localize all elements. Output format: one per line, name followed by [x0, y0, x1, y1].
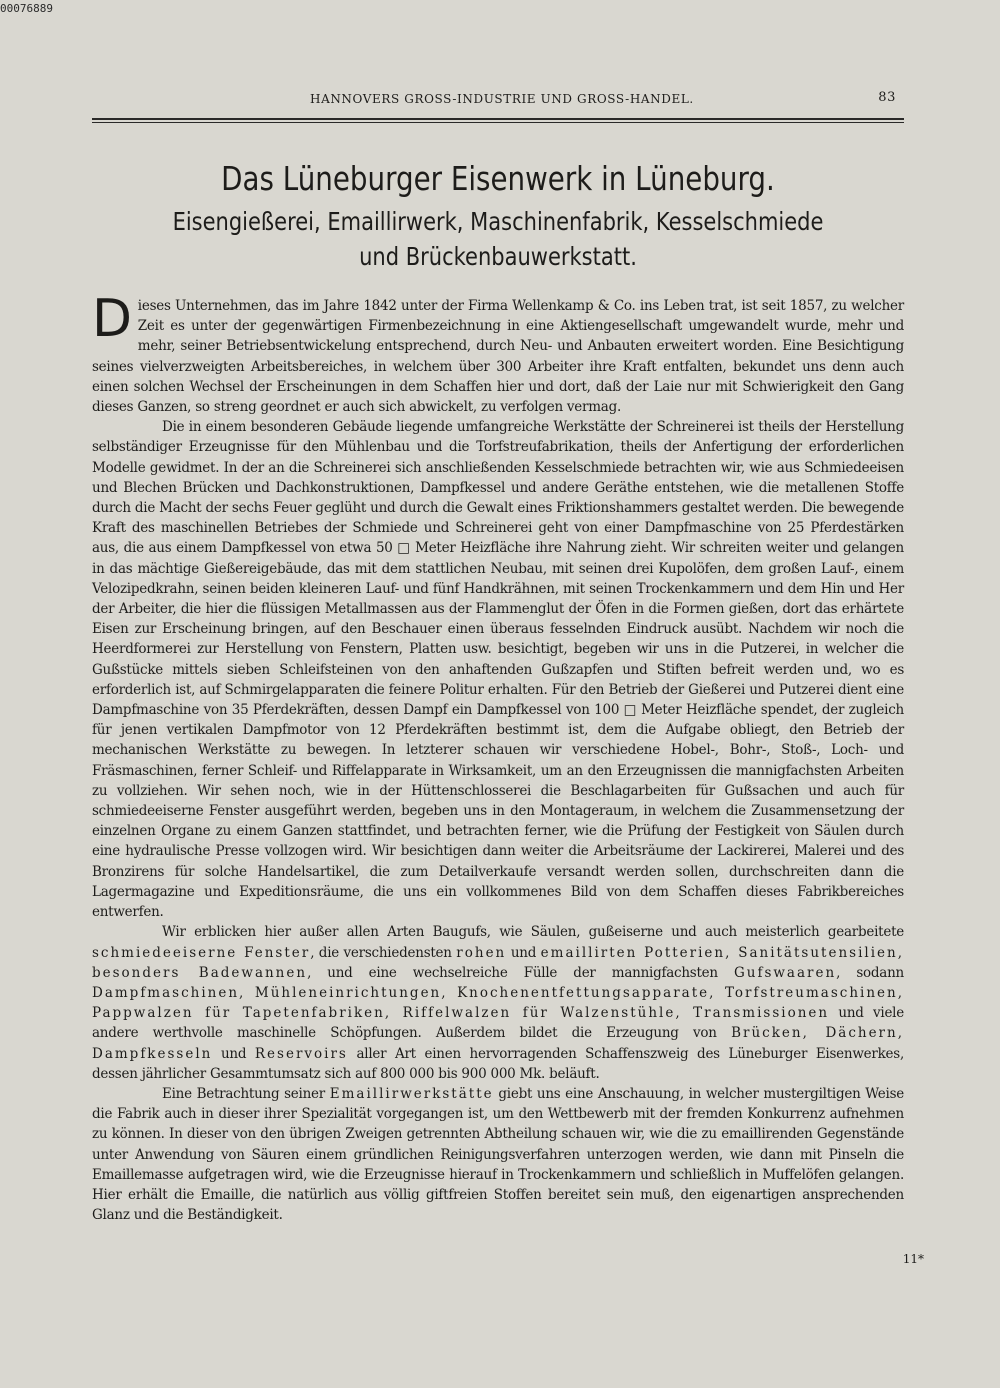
paragraph-1	[92, 289, 904, 417]
p3-spaced-6: Brücken, Dächern, Dampfkesseln	[92, 1025, 904, 1062]
p3-text-e: , sodann	[836, 964, 904, 981]
p3-text-b: , die verschiedensten	[310, 944, 452, 961]
running-title: HANNOVERS GROSS-INDUSTRIE UND GROSS-HANDEL.	[310, 92, 694, 106]
p3-spaced-1: schmiedeeiserne Fenster	[92, 944, 311, 961]
drop-cap: D	[92, 289, 132, 349]
p3-text-h: aller Art einen hervorragenden Schaffenszweig des Lüneburger Eisenwerkes, dessen jährlicher Gesammtumsatz sich auf 800 000 bis 900 000 Mk. beläuft.	[92, 1045, 904, 1082]
p3-text-d: , und eine wechselreiche Fülle der mannigfachsten	[307, 964, 718, 981]
running-head	[92, 84, 904, 108]
article-body	[92, 289, 905, 1225]
article-title: Das Lüneburger Eisenwerk in Lüneburg.	[221, 159, 775, 198]
p3-spaced-2: rohen	[456, 944, 507, 961]
header-rule	[92, 118, 904, 120]
p3-spaced-4: Gufswaaren	[733, 964, 837, 981]
document-page	[92, 84, 904, 1225]
p3-text-c: und	[510, 944, 537, 961]
page-number: 83	[878, 90, 896, 105]
paragraph-3	[92, 922, 904, 1084]
article-subtitle-line2: und Brückenbauwerkstatt.	[359, 242, 637, 271]
paragraph-4	[92, 1084, 904, 1225]
p3-text-a: Wir erblicken hier außer allen Arten Baugufs, wie Säulen, gußeiserne und auch meisterlich gearbeitete	[162, 924, 904, 941]
paragraph-2: Die in einem besonderen Gebäude liegende umfangreiche Werkstätte der Schreinerei ist theils der Herstellung selbständiger Erzeugnisse für den Mühlenbau und die Torfstreufabrikation, theils der Anfertigung der erforderlichen Modelle gewidmet. In der an die Schreinerei sich anschließenden Kesselschmiede betrachten wir, wie aus Schmiedeeisen und Blechen Brücken und Dachkonstruktionen, Dampfkessel und andere Geräthe entstehen, wie die metallenen Stoffe durch die Macht der sechs Feuer geglüht und durch die Gewalt eines Friktionshammers gestaltet werden. Die bewegende Kraft des maschinellen Betriebes der Schmiede und Schreinerei geht von einer Dampfmaschine von 25 Pferdestärken aus, die aus einem Dampfkessel von etwa 50 □ Meter Heizfläche ihre Nahrung zieht. Wir schreiten weiter und gelangen in das mächtige Gießereigebäude, das mit dem stattlichen Neubau, mit seinen drei Kupolöfen, dem großen Lauf-, einem Velozipedkrahn, seinen beiden kleineren Lauf- und fünf Handkrähnen, mit seinen Trockenkammern und dem Hin und Her der Arbeiter, die hier die flüssigen Metallmassen aus der Flammenglut der Öfen in die Formen gießen, dort das erhärtete Eisen zur Erscheinung bringen, auf den Beschauer einen überaus fesselnden Eindruck ausübt. Nachdem wir noch die Heerdformerei zur Herstellung von Fenstern, Platten usw. besichtigt, begeben wir uns in die Putzerei, in welcher die Gußstücke mittels sieben Schleifsteinen von den anhaftenden Gußzapfen und Stiften befreit werden und, wo es erforderlich ist, auf Schmirgelapparaten die feinere Politur erhalten. Für den Betrieb der Gießerei und Putzerei dient eine Dampfmaschine von 35 Pferdekräften, dessen Dampf ein Dampfkessel von 100 □ Meter Heizfläche spendet, der zugleich für jenen vertikalen Dampfmotor von 12 Pferdekräften bestimmt ist, dem die Aufgabe obliegt, den Betrieb der mechanischen Werkstätte zu bewegen. In letzterer schauen wir verschiedene Hobel-, Bohr-, Stoß-, Loch- und Fräsmaschinen, ferner Schleif- und Riffelapparate in Wirksamkeit, um an den Erzeugnissen die mannigfachsten Arbeiten zu vollziehen. Wir sehen noch, wie in der Hüttenschlosserei die Beschlagarbeiten für Gußsachen und auch für schmiedeeiserne Fenster ausgeführt werden, begeben uns in den Montageraum, in welchem die Zusammensetzung der einzelnen Organe zu einem Ganzen stattfindet, und betrachten ferner, wie die Prüfung der Festigkeit von Säulen durch eine hydraulische Presse vollzogen wird. Wir besichtigen dann weiter die Arbeitsräume der Lackirerei, Malerei und des Bronzirens für solche Handelsartikel, die zum Detailverkaufe versandt werden sollen, durchschreiten dann die Lagermagazine und Expeditionsräume, die uns ein vollkommenes Bild von dem Schaffen dieses Fabrikbereiches entwerfen.	[92, 419, 904, 921]
p3-text-g: und	[220, 1045, 247, 1062]
p4-text-b: giebt uns eine Anschauung, in welcher mustergiltigen Weise die Fabrik auch in dieser ihrer Spezialität vorgegangen ist, um den Wettbewerb mit der fremden Konkurrenz aufnehmen zu können. In dieser von den übrigen Zweigen getrennten Abtheilung schauen wir, wie die zu emaillirenden Gegenstände unter Anwendung von Säuren einem gründlichen Reinigungsverfahren unterzogen werden, wie dann mit Pinseln die Emaillemasse aufgetragen wird, wie die Erzeugnisse hierauf in Trockenkammern und schließlich in Muffelöfen gelangen. Hier erhält die Emaille, die natürlich aus völlig giftfreien Stoffen bereitet sein muß, den eigenartigen ansprechenden Glanz und die Beständigkeit.	[92, 1085, 905, 1224]
article-subtitle-line1: Eisengießerei, Emaillirwerk, Maschinenfabrik, Kesselschmiede	[172, 207, 824, 236]
paragraph-1-text: ieses Unternehmen, das im Jahre 1842 unter der Firma Wellenkamp & Co. ins Leben trat, ist seit 1857, zu welcher Zeit es unter der gegenwärtigen Firmenbezeichnung in eine Aktiengesellschaft umgewandelt wurde, mehr und mehr, seiner Betriebsentwickelung entsprechend, durch Neu- und Anbauten erweitert worden. Eine Besichtigung seines vielverzweigten Arbeitsbereiches, in welchem über 300 Arbeiter ihre Kraft entfalten, bekundet uns denn auch einen solchen Wechsel der Erscheinungen in dem Schaffen hier und dort, daß der Laie nur mit Schwierigkeit den Gang dieses Ganzen, so streng geordnet er auch sich abwickelt, zu verfolgen vermag.	[92, 298, 904, 416]
p3-text-f: und viele andere werthvolle maschinelle Schöpfungen. Außerdem bildet die Erzeugung von	[92, 1005, 904, 1042]
p4-text-a: Eine Betrachtung seiner	[162, 1085, 326, 1102]
p3-spaced-5: Dampfmaschinen, Mühleneinrichtungen, Knochenentfettungsapparate, Torfstreumaschinen, Pappwalzen für Tapetenfabriken, Riffelwalzen für Walzenstühle, Transmissionen	[92, 984, 904, 1022]
signature-mark: 11*	[902, 1252, 924, 1266]
p3-spaced-3: emaillirten Potterien, Sanitätsutensilien, besonders Badewannen	[92, 944, 904, 981]
header-rule-thin	[92, 122, 904, 123]
p3-spaced-7: Reservoirs	[254, 1045, 348, 1062]
scan-id-label: 00076889	[0, 2, 53, 15]
p4-spaced: Emaillirwerkstätte	[329, 1085, 494, 1102]
